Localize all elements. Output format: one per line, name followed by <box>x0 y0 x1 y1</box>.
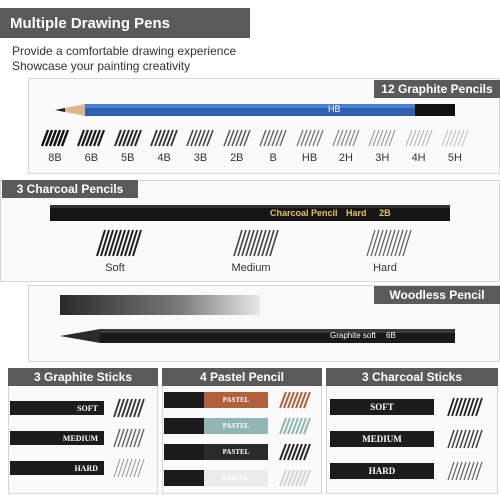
graphite-sticks-tag-text: 3 Graphite Sticks <box>33 370 133 384</box>
grade-label: 5H <box>447 152 462 164</box>
graphite-stick-stroke-medium <box>112 427 148 449</box>
charcoal-stick-soft: SOFT <box>330 399 434 415</box>
charcoal-pencil-label <box>270 208 391 218</box>
woodless-pencil-tag-text: Woodless Pencil <box>389 288 485 302</box>
stroke-sample <box>440 128 470 148</box>
woodless-pencil-name: Graphite soft <box>330 331 376 340</box>
pastel-pencil-body <box>164 444 204 460</box>
charcoal-sticks-tag-text: 3 Charcoal Sticks <box>361 370 463 384</box>
graphite-stick-hard: HARD <box>10 461 104 475</box>
charcoal-stick-medium: MEDIUM <box>330 431 434 447</box>
charcoal-pencils-tag <box>2 180 138 198</box>
charcoal-sample-medium <box>232 228 282 258</box>
charcoal-stick-stroke-soft <box>446 396 486 418</box>
pastel-pencils-tag-text: 4 Pastel Pencil <box>199 370 285 384</box>
pastel-pencil-body <box>164 470 204 486</box>
graphite-stick-stroke-hard <box>112 457 148 479</box>
stroke-sample <box>222 128 252 148</box>
graphite-stick-stroke-soft <box>112 397 148 419</box>
pastel-pencils-tag <box>162 368 322 386</box>
page-title <box>0 8 250 38</box>
pastel-stroke-sample <box>278 416 314 436</box>
stroke-sample <box>404 128 434 148</box>
grade-label: B <box>269 152 277 164</box>
charcoal-pencil-hard: Hard <box>346 208 367 218</box>
pastel-pencil <box>164 392 268 408</box>
graphite-grade-labels <box>40 152 470 164</box>
pastel-pencil <box>164 444 268 460</box>
woodless-pencil-label <box>330 331 396 340</box>
pastel-pencil-body <box>164 392 204 408</box>
graphite-stick-soft: SOFT <box>10 401 104 415</box>
grade-label: 3B <box>193 152 208 164</box>
grade-label: 6B <box>84 152 99 164</box>
charcoal-sticks-tag <box>326 368 498 386</box>
stroke-sample <box>40 128 70 148</box>
page-title-text: Multiple Drawing Pens <box>10 14 171 32</box>
grade-label: 3H <box>375 152 390 164</box>
charcoal-pencil-grade: 2B <box>379 208 391 218</box>
graphite-pencil-label: HB <box>328 104 341 114</box>
pastel-pencil-label: PASTEL <box>204 392 268 408</box>
graphite-stroke-samples <box>40 128 470 148</box>
grade-label: 8B <box>48 152 62 164</box>
stroke-sample <box>185 128 215 148</box>
stroke-sample <box>76 128 106 148</box>
charcoal-stick-hard: HARD <box>330 463 434 479</box>
woodless-pencil-image <box>60 326 460 346</box>
charcoal-stick-stroke-hard <box>446 460 486 482</box>
charcoal-sample-label-medium: Medium <box>231 262 271 274</box>
grade-label: HB <box>301 152 318 164</box>
grade-label: 4H <box>411 152 426 164</box>
charcoal-sample-hard <box>365 228 415 258</box>
pastel-pencil-label: PASTEL <box>204 444 268 460</box>
stroke-sample <box>331 128 361 148</box>
subtitle-1: Provide a comfortable drawing experience <box>12 44 237 58</box>
woodless-pencil-grade: 6B <box>386 331 396 340</box>
pastel-pencil-label: PASTEL <box>204 470 268 486</box>
grade-label: 4B <box>157 152 171 164</box>
woodless-pencil-tag <box>374 286 500 304</box>
charcoal-sample-soft <box>95 228 145 258</box>
graphite-sticks-tag <box>8 368 158 386</box>
grade-label: 2B <box>230 152 244 164</box>
pastel-pencil <box>164 418 268 434</box>
charcoal-stick-stroke-medium <box>446 428 486 450</box>
charcoal-pencil-name: Charcoal Pencil <box>270 208 338 218</box>
graphite-pencils-tag-text: 12 Graphite Pencils <box>381 82 493 96</box>
pastel-stroke-sample <box>278 442 314 462</box>
stroke-sample <box>258 128 288 148</box>
graphite-stick-medium: MEDIUM <box>10 431 104 445</box>
grade-label: 2H <box>338 152 353 164</box>
stroke-sample <box>295 128 325 148</box>
charcoal-sample-label-hard: Hard <box>373 262 397 274</box>
pastel-pencil-label: PASTEL <box>204 418 268 434</box>
charcoal-pencils-tag-text: 3 Charcoal Pencils <box>16 182 124 196</box>
stroke-sample <box>113 128 143 148</box>
stroke-sample <box>149 128 179 148</box>
woodless-stroke-sample <box>60 293 260 317</box>
charcoal-sample-label-soft: Soft <box>105 262 125 274</box>
subtitle-2: Showcase your painting creativity <box>12 59 191 73</box>
pastel-pencil <box>164 470 268 486</box>
pastel-stroke-sample <box>278 390 314 410</box>
graphite-pencil-image <box>55 100 455 120</box>
pastel-pencil-body <box>164 418 204 434</box>
pastel-stroke-sample <box>278 468 314 488</box>
stroke-sample <box>367 128 397 148</box>
graphite-pencils-tag <box>374 80 500 98</box>
grade-label: 5B <box>120 152 135 164</box>
